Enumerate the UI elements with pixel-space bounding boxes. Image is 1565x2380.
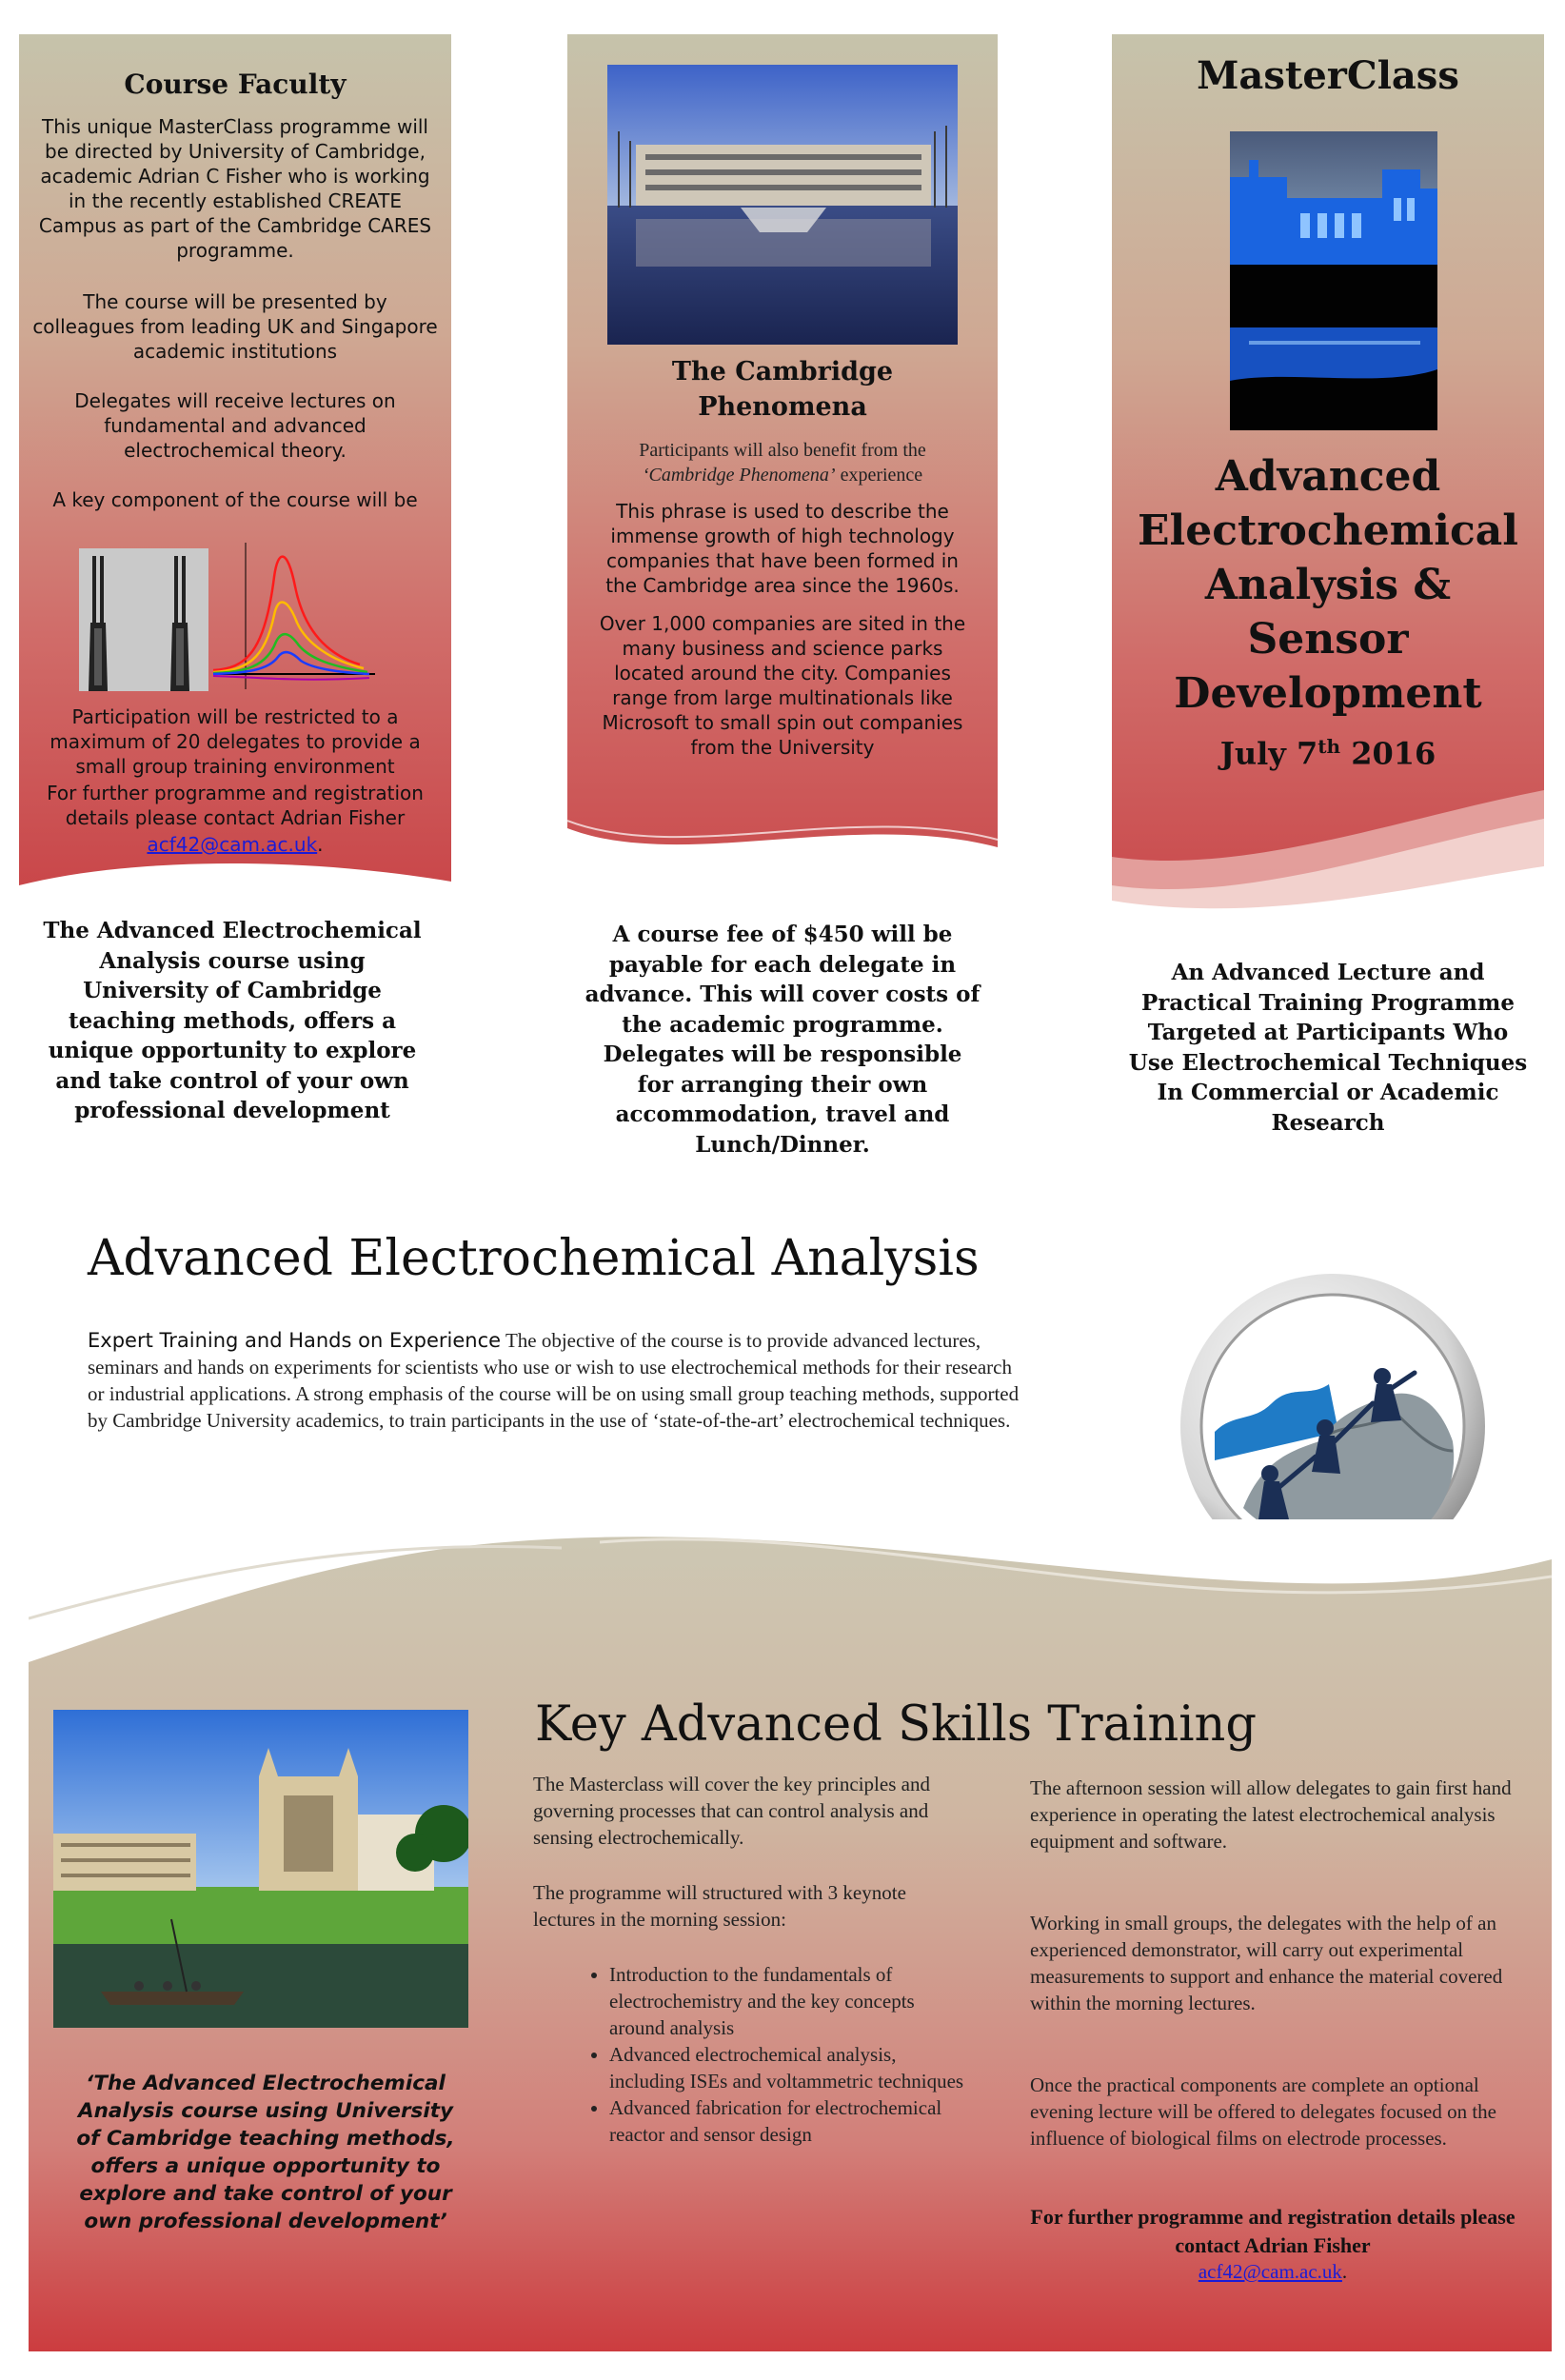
- panel2-below-text: A course fee of $450 will be payable for each delegate in advance. This will cover costs of the academic programme. Delegates will be responsible for arranging their own accommodation, travel and Lunch/Dinner.: [584, 922, 981, 1158]
- cover-date-year: 2016: [1351, 735, 1436, 772]
- cambridge-building-photo: [607, 65, 958, 345]
- skills-col2-para-3: Once the practical components are complete an optional evening lecture will be offered to delegates focused on the influence of biological films on electrode processes.: [1030, 2073, 1497, 2150]
- skills-col1-para-1: The Masterclass will cover the key principles and governing processes that can control analysis and sensing electrochemically.: [533, 1773, 930, 1849]
- faculty-contact-email-line: [32, 832, 438, 857]
- skills-col1-para-2: The programme will structured with 3 keynote lectures in the morning session:: [533, 1881, 906, 1931]
- cover-date: [1112, 735, 1544, 772]
- course-faculty-heading: Course Faculty: [124, 69, 347, 100]
- voltammogram-graphic: [208, 539, 379, 691]
- skills-bullet: • Advanced electrochemical analysis, including ISEs and voltammetric techniques: [609, 2041, 973, 2094]
- section1-body: The objective of the course is to provide advanced lectures, seminars and hands on experiments for scientists who use or wish to use electrochemical methods for their research or industrial applications. A strong emphasis of the course will be on using small group teaching methods, supported by Cambridge University academics, to train participants in the use of ‘state-of-the-art’ electrochemical techniques.: [88, 1329, 1020, 1432]
- panel2-bottom-wave: [567, 800, 998, 923]
- skills-col2-para-1: The afternoon session will allow delegates to gain first hand experience in operating the latest electrochemical analysis equipment and software.: [1030, 1776, 1512, 1853]
- phenomena-intro-suffix: experience: [840, 465, 923, 486]
- skills-bullet-list: [533, 1961, 973, 2148]
- phenomena-intro-prefix: Participants will also benefit from the: [639, 440, 926, 461]
- skills-bullets: [533, 1961, 973, 2148]
- faculty-para-6: For further programme and registration details please contact Adrian Fisher: [47, 782, 424, 829]
- cover-date-main: July 7: [1219, 735, 1318, 772]
- kings-college-night-photo: [1230, 131, 1437, 430]
- phenomena-intro: [596, 438, 969, 487]
- faculty-para-3: Delegates will receive lectures on fundamental and advanced electrochemical theory.: [74, 389, 396, 462]
- masterclass-heading: MasterClass: [1197, 53, 1459, 98]
- electrode-photo: [79, 548, 208, 691]
- skills-contact: For further programme and registration details please contact Adrian Fisher: [1030, 2205, 1515, 2257]
- skills-quote: ‘The Advanced Electrochemical Analysis course using University of Cambridge teaching methods, offers a unique opportunity to explore and take control of your own professional development’: [76, 2072, 455, 2233]
- cambridge-phenomena-heading: The Cambridge Phenomena: [671, 357, 894, 422]
- faculty-email-link[interactable]: acf42@cam.ac.uk: [147, 833, 318, 856]
- key-skills-title: Key Advanced Skills Training: [535, 1696, 1258, 1753]
- faculty-para-2: The course will be presented by colleagues from leading UK and Singapore academic institutions: [32, 290, 438, 363]
- cover-title: Advanced Electrochemical Analysis & Sensor Development: [1138, 452, 1518, 718]
- section2-top-wave: [29, 1519, 1552, 1691]
- section-title-electrochemical-analysis: Advanced Electrochemical Analysis: [88, 1230, 980, 1287]
- skills-email-line: [1030, 2260, 1515, 2284]
- phenomena-para-2: Over 1,000 companies are sited in the many business and science parks located around the city. Companies range from large multinationals like Microsoft to small spin out companies from the University: [599, 612, 966, 759]
- faculty-para-1: This unique MasterClass programme will be directed by University of Cambridge, academic Adrian C Fisher who is working in the recently established CREATE Campus as part of the Cambridge CARES programme.: [38, 115, 432, 262]
- section1-body-paragraph: [88, 1327, 1020, 1434]
- skills-col2-para-2: Working in small groups, the delegates with the help of an experienced demonstrator, will carry out experimental measurements to support and enhance the material covered within the morning lectures.: [1030, 1912, 1503, 2014]
- phenomena-para-1: This phrase is used to describe the immense growth of high technology companies that have been formed in the Cambridge area since the 1960s.: [605, 500, 960, 597]
- faculty-email-suffix: .: [317, 833, 324, 856]
- cover-date-sup: th: [1317, 735, 1341, 758]
- section1-lead: Expert Training and Hands on Experience: [88, 1329, 502, 1352]
- skills-bullet: • Advanced fabrication for electrochemical reactor and sensor design: [609, 2094, 973, 2148]
- panel1-below-text: The Advanced Electrochemical Analysis course using University of Cambridge teaching methods, offers a unique opportunity to explore and take control of your own professional development: [43, 918, 422, 1123]
- kings-college-chapel-photo: [53, 1710, 468, 2028]
- skills-email-suffix: .: [1341, 2260, 1348, 2283]
- panel3-below-text: An Advanced Lecture and Practical Training Programme Targeted at Participants Who Use Electrochemical Techniques In Commercial or Academic Research: [1128, 960, 1528, 1136]
- skills-email-link[interactable]: acf42@cam.ac.uk: [1198, 2260, 1342, 2283]
- faculty-para-4: A key component of the course will be: [52, 488, 418, 511]
- phenomena-intro-italic: ‘Cambridge Phenomena’: [642, 465, 836, 486]
- skills-bullet: • Introduction to the fundamentals of electrochemistry and the key concepts around analysis: [609, 1961, 973, 2041]
- faculty-para-5: Participation will be restricted to a maximum of 20 delegates to provide a small group training environment: [50, 705, 421, 778]
